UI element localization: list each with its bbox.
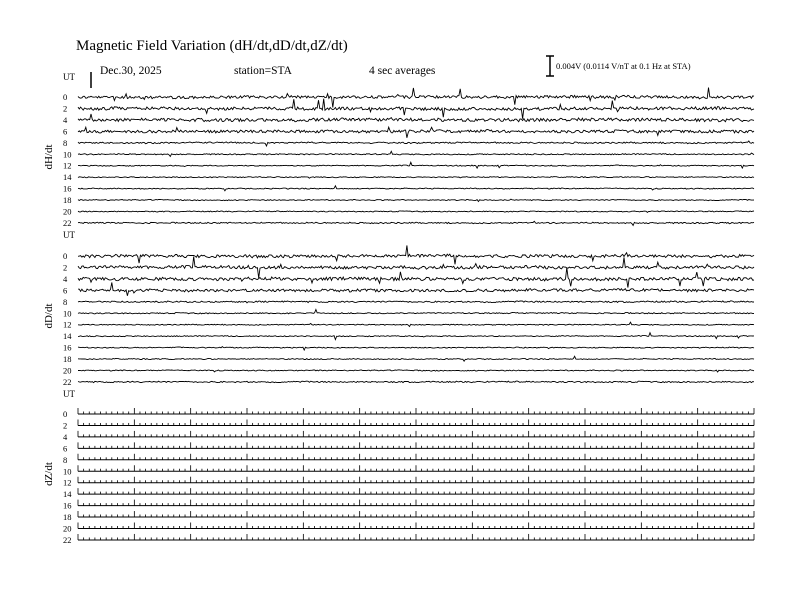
hour-tick-label: 6	[63, 443, 68, 454]
trace-line	[78, 127, 754, 138]
hour-tick-label: 4	[63, 431, 68, 442]
hour-tick-label: 14	[63, 172, 72, 183]
hour-tick-label: 0	[63, 92, 68, 102]
hour-tick-label: 20	[63, 523, 72, 534]
panel-ylabel: dH/dt	[43, 144, 55, 170]
trace-line	[78, 211, 754, 213]
trace-line	[78, 221, 754, 225]
station-label: station=STA	[234, 65, 292, 77]
trace-line	[78, 268, 754, 288]
hour-tick-label: 12	[63, 319, 72, 330]
hour-tick-label: 12	[63, 160, 72, 171]
trace-line	[78, 310, 754, 314]
trace-line	[78, 322, 754, 326]
hour-tick-label: 10	[63, 308, 72, 319]
hour-tick-label: 18	[63, 512, 72, 523]
hour-tick-label: 20	[63, 206, 72, 217]
trace-line	[78, 356, 754, 361]
hour-tick-label: 8	[63, 137, 68, 148]
hour-tick-label: 0	[63, 251, 68, 261]
hour-tick-label: 18	[63, 195, 72, 206]
hour-tick-label: 16	[63, 183, 72, 194]
trace-line	[78, 114, 754, 122]
trace-line	[78, 88, 754, 108]
trace-line	[78, 282, 754, 295]
hour-tick-label: 6	[63, 285, 68, 296]
averaging-label: 4 sec averages	[369, 65, 436, 77]
hour-tick-label: 14	[63, 331, 72, 342]
hour-tick-label: 10	[63, 466, 72, 477]
hour-tick-label: 8	[63, 454, 68, 465]
hour-tick-label: 14	[63, 489, 72, 500]
hour-tick-label: 2	[63, 420, 68, 431]
panel-ylabel: dZ/dt	[43, 462, 55, 486]
trace-line	[78, 333, 754, 340]
hour-tick-label: 0	[63, 409, 68, 419]
hour-tick-label: 2	[63, 103, 68, 114]
panel-ylabel: dD/dt	[43, 303, 55, 329]
hour-tick-label: 10	[63, 149, 72, 160]
trace-line	[78, 99, 754, 119]
hour-tick-label: 22	[63, 217, 72, 228]
trace-line	[78, 199, 754, 201]
trace-line	[78, 381, 754, 383]
hour-tick-label: 16	[63, 500, 72, 511]
chart-title: Magnetic Field Variation (dH/dt,dD/dt,dZ/dt)	[76, 38, 348, 54]
hour-tick-label: 8	[63, 296, 68, 307]
hour-tick-label: 18	[63, 354, 72, 365]
trace-line	[78, 177, 754, 179]
scale-bar-icon	[546, 56, 554, 76]
trace-line	[78, 347, 754, 350]
trace-line	[78, 151, 754, 156]
trace-line	[78, 141, 754, 146]
hour-tick-label: 2	[63, 262, 68, 273]
trace-line	[78, 186, 754, 191]
trace-line	[78, 162, 754, 168]
ut-axis-label: UT	[63, 230, 75, 240]
trace-line	[78, 301, 754, 303]
hour-tick-label: 16	[63, 342, 72, 353]
trace-line	[78, 245, 754, 264]
trace-line	[78, 370, 754, 372]
ut-axis-label: UT	[63, 389, 75, 399]
date-label: Dec.30, 2025	[100, 65, 162, 77]
trace-line	[78, 257, 754, 279]
hour-tick-label: 12	[63, 477, 72, 488]
hour-tick-label: 4	[63, 114, 68, 125]
ut-axis-label: UT	[63, 72, 75, 82]
hour-tick-label: 22	[63, 376, 72, 387]
hour-tick-label: 22	[63, 534, 72, 545]
hour-tick-label: 6	[63, 126, 68, 137]
hour-tick-label: 20	[63, 365, 72, 376]
hour-tick-label: 4	[63, 273, 68, 284]
scale-bar-label: 0.004V (0.0114 V/nT at 0.1 Hz at STA)	[556, 61, 691, 71]
